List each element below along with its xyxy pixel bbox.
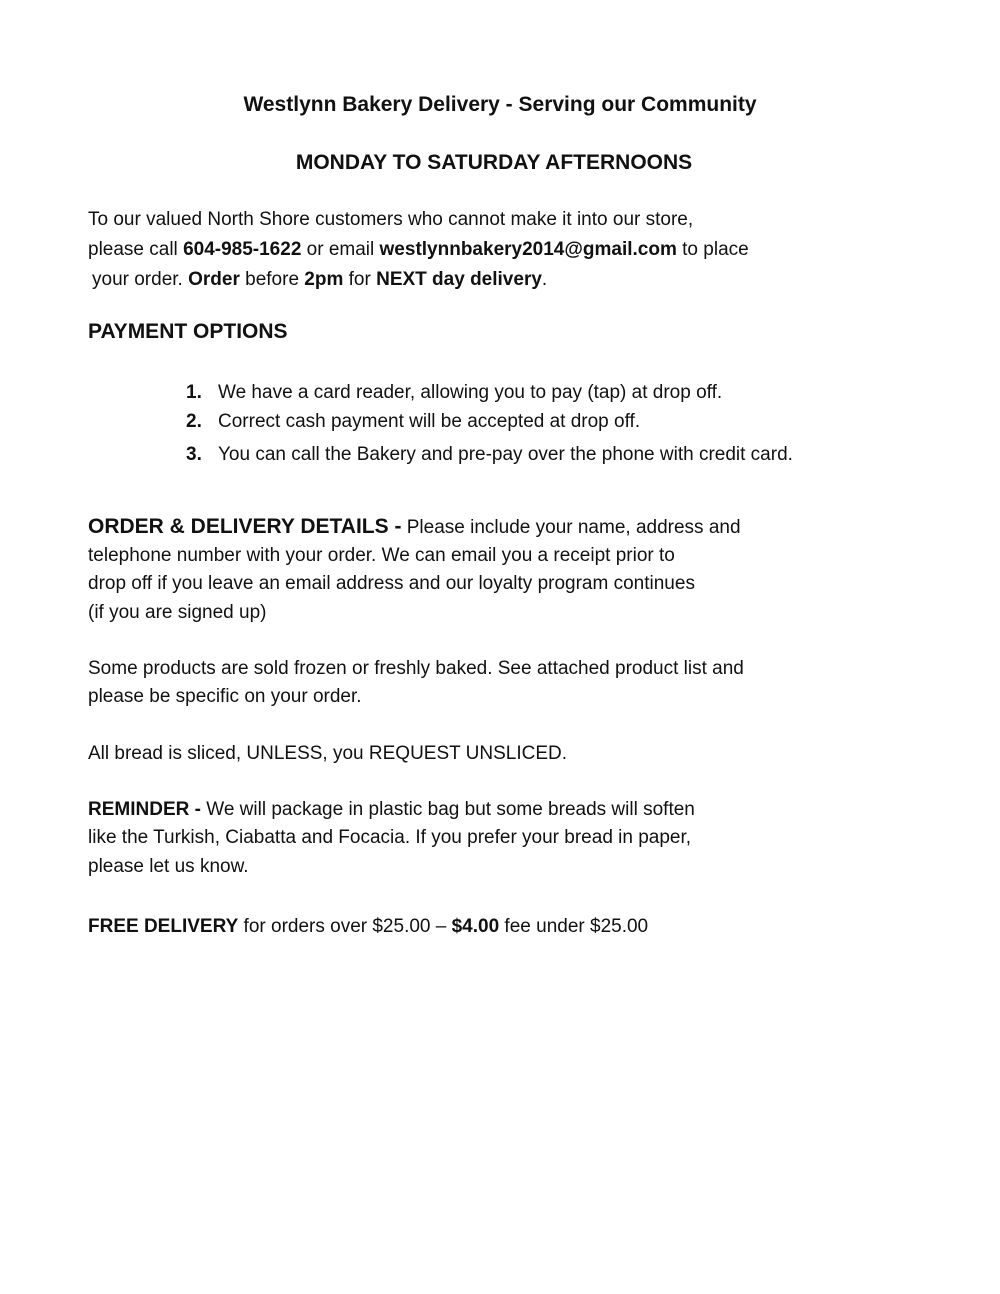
sliced-note: All bread is sliced, UNLESS, you REQUEST UNSLICED. xyxy=(88,743,568,764)
reminder-line-3: please let us know. xyxy=(88,856,249,877)
reminder-label: REMINDER - xyxy=(88,799,201,820)
list-number: 2. xyxy=(186,411,202,432)
products-line-1: Some products are sold frozen or freshly baked. See attached product list and xyxy=(88,658,744,679)
delivery-fee-text: for orders over $25.00 – xyxy=(238,916,452,937)
payment-item-2 xyxy=(186,410,640,434)
delivery-fee-line xyxy=(88,915,648,939)
payment-heading: PAYMENT OPTIONS xyxy=(88,320,288,343)
reminder-text: We will package in plastic bag but some breads will soften xyxy=(200,799,695,820)
intro-text: or email xyxy=(301,239,380,260)
order-details-text: Please include your name, address and xyxy=(401,517,741,538)
intro-text: please call xyxy=(88,239,184,260)
intro-text: . xyxy=(541,269,548,290)
intro-line-3 xyxy=(92,268,547,292)
list-item-text: Correct cash payment will be accepted at drop off. xyxy=(218,411,641,432)
list-item-text: We have a card reader, allowing you to pay (tap) at drop off. xyxy=(218,382,723,403)
products-line-2: please be specific on your order. xyxy=(88,686,362,707)
phone-number: 604-985-1622 xyxy=(183,239,302,260)
payment-item-3 xyxy=(186,443,793,467)
intro-text: to place xyxy=(676,239,749,260)
order-details-line-3: drop off if you leave an email address and our loyalty program continues xyxy=(88,573,695,594)
intro-line-1: To our valued North Shore customers who cannot make it into our store, xyxy=(88,209,694,230)
list-number: 1. xyxy=(186,382,202,403)
payment-item-1 xyxy=(186,381,722,405)
order-details-line-2: telephone number with your order. We can email you a receipt prior to xyxy=(88,545,675,566)
order-details-line-4: (if you are signed up) xyxy=(88,602,267,623)
free-delivery-label: FREE DELIVERY xyxy=(88,916,239,937)
order-word: Order xyxy=(188,269,240,290)
email-address: westlynnbakery2014@gmail.com xyxy=(379,239,677,260)
intro-text: your order. xyxy=(92,269,189,290)
order-details-heading: ORDER & DELIVERY DETAILS - xyxy=(88,515,402,538)
intro-line-2 xyxy=(88,238,749,262)
order-cutoff-time: 2pm xyxy=(304,269,344,290)
intro-text: before xyxy=(239,269,305,290)
list-number: 3. xyxy=(186,444,202,465)
intro-text: for xyxy=(343,269,377,290)
delivery-fee-amount: $4.00 xyxy=(451,916,500,937)
document-title: Westlynn Bakery Delivery - Serving our Community xyxy=(243,93,757,116)
list-item-text: You can call the Bakery and pre-pay over the phone with credit card. xyxy=(218,444,793,465)
order-details-line-1 xyxy=(88,515,741,540)
next-day-delivery: NEXT day delivery xyxy=(376,269,542,290)
reminder-line-1 xyxy=(88,798,695,822)
reminder-line-2: like the Turkish, Ciabatta and Focacia. If you prefer your bread in paper, xyxy=(88,827,692,848)
document-subtitle: MONDAY TO SATURDAY AFTERNOONS xyxy=(295,151,693,174)
delivery-fee-text: fee under $25.00 xyxy=(499,916,649,937)
